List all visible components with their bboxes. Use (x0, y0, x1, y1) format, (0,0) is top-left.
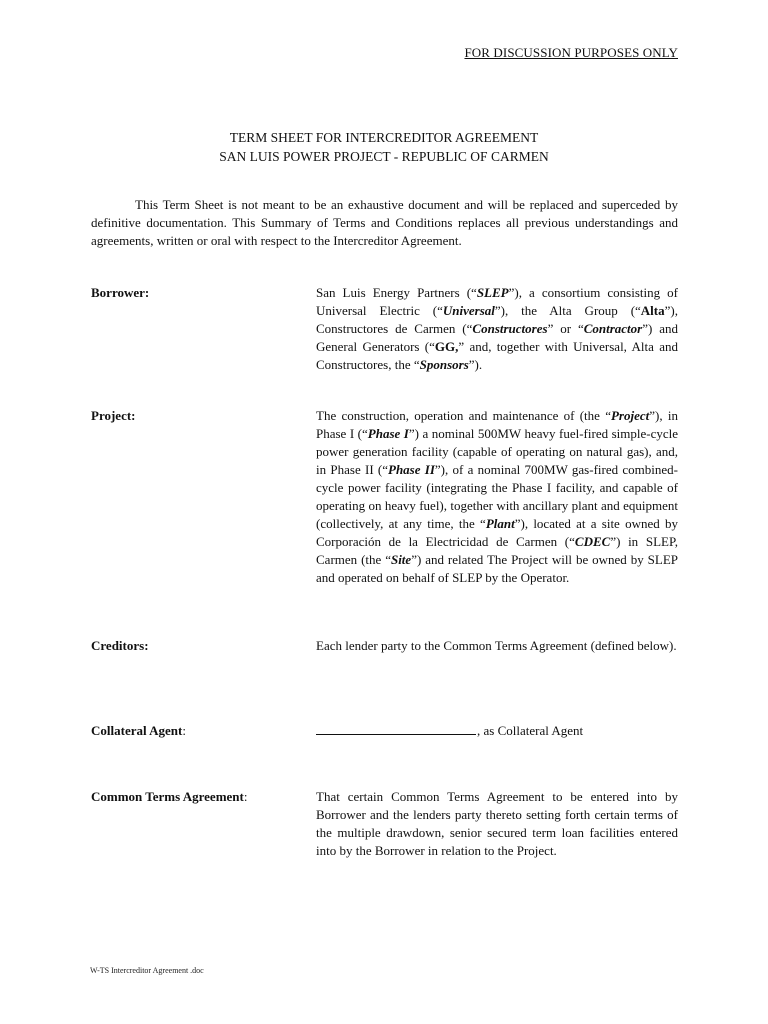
common-terms-label: Common Terms Agreement: (91, 789, 248, 804)
title-line-2: SAN LUIS POWER PROJECT - REPUBLIC OF CARMEN (219, 149, 549, 164)
term-collateral-agent (91, 722, 678, 740)
project-value: The construction, operation and maintenance of (the “Project”), in Phase I (“Phase I”) a nominal 500MW heavy fuel-fired simple-cycle power generation facility (capable of operating on natural gas), and, in Phase II (“Phase II”), of a nominal 700MW gas-fired combined-cycle power facility (integrating the Phase I facility, and capable of operating on heavy fuel), together with ancillary plant and equipment (collectively, at any time, the “Plant”), located at a site owned by Corporación de la Electricidad de Carmen (“CDEC”) in SLEP, Carmen (the “Site”) and related The Project will be owned by SLEP and operated on behalf of SLEP by the Operator. (316, 408, 679, 585)
term-project (91, 407, 678, 587)
intro-paragraph: This Term Sheet is not meant to be an exhaustive document and will be replaced and superceded by definitive documentation. This Summary of Terms and Conditions replaces all previous understandings and agreements, written or oral with respect to the Intercreditor Agreement. (91, 197, 678, 248)
term-borrower (91, 284, 678, 374)
project-label: Project: (91, 408, 136, 423)
creditors-label: Creditors: (91, 638, 149, 653)
borrower-label: Borrower: (91, 285, 150, 300)
title-line-1: TERM SHEET FOR INTERCREDITOR AGREEMENT (229, 130, 539, 145)
collateral-agent-label: Collateral Agent: (91, 723, 186, 738)
common-terms-value: That certain Common Terms Agreement to be entered into by Borrower and the lenders party thereto setting forth certain terms of the multiple drawdown, senior secured term loan facilities entered into by the Borrower in relation to the Project. (316, 789, 678, 858)
discussion-purposes-note: FOR DISCUSSION PURPOSES ONLY (464, 45, 678, 60)
collateral-agent-value: , as Collateral Agent (316, 722, 678, 740)
document-title (0, 128, 768, 166)
borrower-value: San Luis Energy Partners (“SLEP”), a consortium consisting of Universal Electric (“Universal”), the Alta Group (“Alta”), Constructores de Carmen (“Constructores” or “Contractor”) and General Generators (“GG,” and, together with Universal, Alta and Constructores, the “Sponsors”). (316, 285, 678, 372)
collateral-agent-blank-line (316, 722, 476, 735)
creditors-value: Each lender party to the Common Terms Agreement (defined below). (316, 638, 677, 653)
term-creditors (91, 637, 678, 655)
term-common-terms-agreement (91, 788, 678, 860)
footer-filename: W-TS Intercreditor Agreement .doc (90, 966, 204, 975)
